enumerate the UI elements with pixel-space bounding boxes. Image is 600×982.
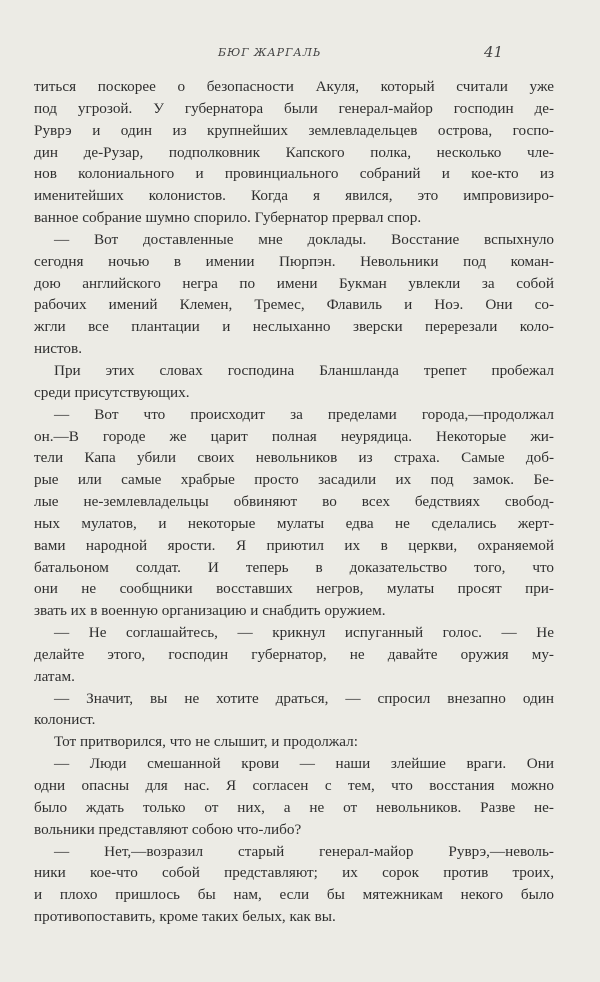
text-line: тели Капа убили своих невольников из страха. Самые доб-	[34, 449, 554, 467]
text-line: и плохо пришлось бы нам, если бы мятежникам некого было	[34, 886, 554, 904]
text-line: Руврэ и один из крупнейших землевладельцев острова, госпо-	[34, 121, 554, 139]
text-line: — Нет,—возразил старый генерал-майор Руврэ,—неволь-	[54, 842, 554, 860]
text-line: он.—В городе же царит полная неурядица. Некоторые жи-	[34, 427, 554, 445]
running-head	[0, 43, 600, 66]
text-line: Тот притворился, что не слышит, и продолжал:	[54, 733, 358, 751]
text-line: дою английского негра по имени Букман увлекли за собой	[34, 274, 554, 292]
text-line: колонист.	[34, 711, 96, 729]
text-line: При этих словах господина Бланшланда трепет пробежал	[54, 361, 554, 379]
text-line: среди присутствующих.	[34, 383, 190, 401]
text-line: ванное собрание шумно спорило. Губернатор прервал спор.	[34, 209, 422, 227]
text-line: под угрозой. У губернатора были генерал-майор господин де-	[34, 99, 554, 117]
text-line: сегодня ночью в имении Пюрпэн. Невольники под коман-	[34, 252, 554, 270]
text-line: ники кое-что собой представляют; их сорок против троих,	[34, 864, 554, 882]
text-line: рабочих имений Клемен, Тремес, Флавиль и Ноэ. Они со-	[34, 296, 554, 314]
text-line: дин де-Рузар, подполковник Капского полка, несколько чле-	[34, 143, 554, 161]
text-line: вольники представляют собою что-либо?	[34, 820, 302, 838]
text-line: вами народной ярости. Я приютил их в церкви, охраняемой	[34, 536, 554, 554]
text-line: одни опасны для нас. Я согласен с тем, что восстания можно	[34, 777, 554, 794]
text-line: рые или самые храбрые просто засадили их под замок. Бе-	[34, 471, 554, 489]
body-text	[34, 76, 554, 928]
text-line: — Вот доставленные мне доклады. Восстание вспыхнуло	[54, 230, 554, 248]
text-line: — Люди смешанной крови — наши злейшие враги. Они	[54, 755, 554, 773]
text-line: — Не соглашайтесь, — крикнул испуганный голос. — Не	[54, 624, 554, 642]
text-line: ных мулатов, и некоторые мулаты едва не сделались жерт-	[34, 514, 554, 532]
text-line: — Значит, вы не хотите драться, — спросил внезапно один	[54, 689, 554, 707]
text-line: звать их в военную организацию и снабдить оружием.	[34, 602, 386, 620]
text-line: лые не-землевладельцы обвиняют во всех бедствиях свобод-	[34, 493, 554, 511]
text-line: нов колониального и провинциального собраний и кое-кто из	[34, 165, 554, 183]
text-line: нистов.	[34, 340, 82, 358]
text-line: титься поскорее о безопасности Акуля, который считали уже	[34, 78, 554, 95]
text-line: латам.	[34, 667, 75, 685]
text-line: батальоном солдат. И теперь в доказательство того, что	[34, 558, 554, 576]
text-line: они не сообщники восставших негров, мулаты просят при-	[34, 580, 554, 598]
text-line: противопоставить, кроме таких белых, как вы.	[34, 908, 336, 926]
book-title: БЮГ ЖАРГАЛЬ	[218, 46, 322, 59]
text-line: делайте этого, господин губернатор, не давайте оружия му-	[34, 645, 554, 663]
page-number: 41	[484, 43, 504, 61]
text-line: жгли все плантации и неслыханно зверски перерезали коло-	[34, 318, 554, 336]
text-line: было ждать только от них, а не от невольников. Разве не-	[34, 798, 554, 816]
text-line: — Вот что происходит за пределами города,—продолжал	[54, 405, 554, 423]
text-line: именитейших колонистов. Когда я явился, это импровизиро-	[34, 187, 554, 205]
